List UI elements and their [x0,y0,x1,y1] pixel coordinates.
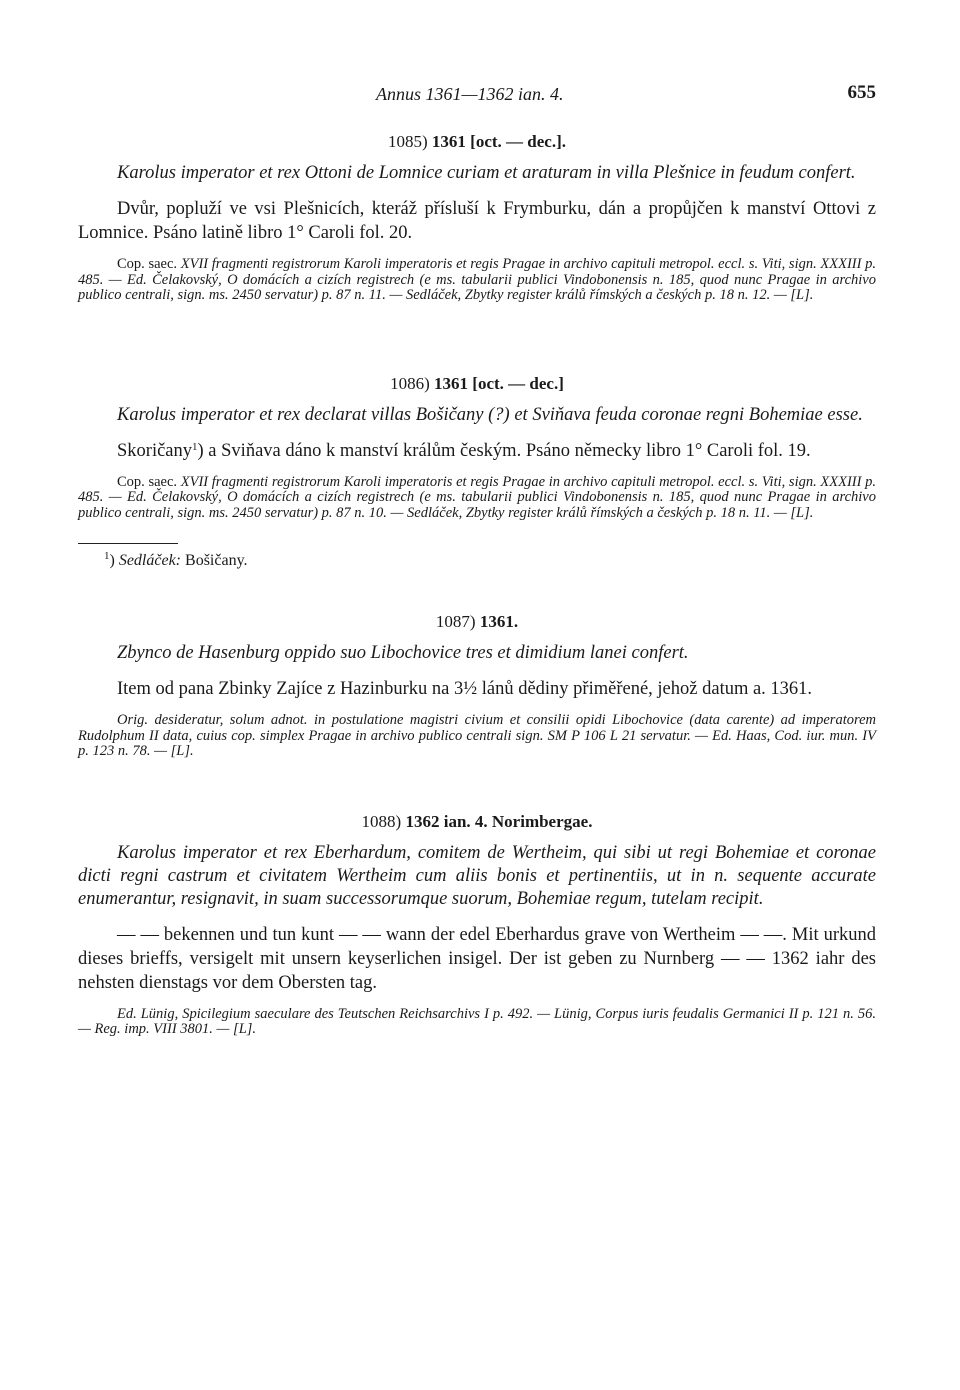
entry-1086 [78,374,876,571]
source-text: XVII fragmenti registrorum Karoli imperatoris et regis Pragae in archivo capituli metropol. eccl. s. Viti, sign. XXXIII p. 485. — Ed. Čelakovský, O domácích a cizích registrech (e ms. tabularii publici Vindobonensis n. 185, quod nunc Pragae in archivo publico centrali, sign. ms. 2450 servatur) p. 87 n. 11. — Sedláček, Zbytky register králů římských a českých p. 18 n. 12. — [L]. [78,256,877,303]
entry-number: 1087) [435,612,476,631]
entry-regest: Zbynco de Hasenburg oppido suo Libochovice tres et dimidium lanei confert. [117,643,689,663]
entry-source-note: Ed. Lünig, Spicilegium saeculare des Teutschen Reichsarchivs I p. 492. — Lünig, Corpus iuris feudalis Germanici II p. 121 n. 56. — Reg. imp. VIII 3801. — [L]. [78,1005,876,1037]
entry-czech-summary: Dvůr, popluží ve vsi Plešnicích, kteráž přísluší k Frymburku, dán a propůjčen k manství Ottovi z Lomnice. Psáno latině libro 1° Caroli fol. 20. [78,199,876,243]
entry-1087 [78,612,876,760]
footnote: $^1$) Sedláček: Bošičany. [104,550,248,569]
entry-regest: Karolus imperator et rex Ottoni de Lomnice curiam et araturam in villa Plešnice in feudum confert. [117,163,856,183]
entry-czech-summary: Skoričany$^1$) a Sviňava dáno k manství králům českým. Psáno německy libro 1° Caroli fol. 19. [117,440,811,461]
running-title: Annus 1361—1362 ian. 4. [376,84,564,104]
page-number: 655 [847,82,876,103]
entry-date: 1361. [479,612,519,631]
entry-1088 [78,812,876,1038]
page-header [78,78,876,112]
entry-source-note: Orig. desideratur, solum adnot. in postulatione magistri civium et consilii opidi Libochovice (data carente) ad imperatorem Rudolphum II data, cuius cop. simplex Pragae in archivo publico centrali sign. SM P 106 L 21 servatur. — Ed. Haas, Cod. iur. mun. IV p. 123 n. 78. — [L]. [78,712,876,759]
entry-source-note [78,475,876,522]
footnote-divider [78,543,178,544]
entry-german-excerpt: — — bekennen und tun kunt — — wann der edel Eberhardus grave von Wertheim — —. Mit urkund dieses brieffs, versigelt mit unsern keyserlichen insigel. Der ist geben zu Nurnberg — — 1362 iahr des nehsten dienstags vor dem Obersten tag. [78,924,876,993]
entry-date: 1362 ian. 4. Norimbergae. [405,811,593,831]
entry-title [78,612,876,632]
footnote-author: Sedláček: [118,552,182,569]
footnote-text: Bošičany. [185,552,248,569]
source-lead: Cop. saec. [117,473,178,490]
entry-date: 1361 [oct. — dec.] [434,373,564,393]
entry-number: 1088) [361,811,402,831]
entry-number: 1086) [390,373,430,393]
entry-title [78,374,876,394]
entry-source-note [78,257,876,304]
entry-date: 1361 [oct. — dec.]. [431,132,566,151]
entry-1085 [78,132,876,304]
entry-regest: Karolus imperator et rex Eberhardum, comitem de Wertheim, qui sibi ut regi Bohemiae et coronae dicti regni castrum et civitatem Wertheim cum aliis bonis et pertinentiis, ut in n. sequente accurate enumerantur, resignavit, in suam successorumque suorum, Bohemiae regum, tutelam recipit. [78,842,876,909]
footnote-ref: 1 [192,440,198,453]
source-text: XVII fragmenti registrorum Karoli imperatoris et regis Pragae in archivo capituli metropol. eccl. s. Viti, sign. XXXIII p. 485. — Ed. Čelakovský, O domácích a cizích registrech (e ms. tabularii publici Vindobonensis n. 185, quod nunc Pragae in archivo publico centrali, sign. ms. 2450 servatur) p. 87 n. 10. — Sedláček, Zbytky register králů římských a českých p. 18 n. 11. — [L]. [78,473,877,521]
entry-czech-summary: Item od pana Zbinky Zajíce z Hazinburku na 3½ lánů dědiny přiměřené, jehož datum a. 1361. [117,679,813,699]
footnote-mark: 1 [104,550,110,562]
entry-title [78,132,876,152]
entry-number: 1085) [388,132,428,151]
document-page [78,78,876,1038]
entry-regest: Karolus imperator et rex declarat villas Bošičany (?) et Sviňava feuda coronae regni Bohemiae esse. [117,404,863,425]
entry-title [78,812,876,832]
source-lead: Cop. saec. [117,256,178,272]
